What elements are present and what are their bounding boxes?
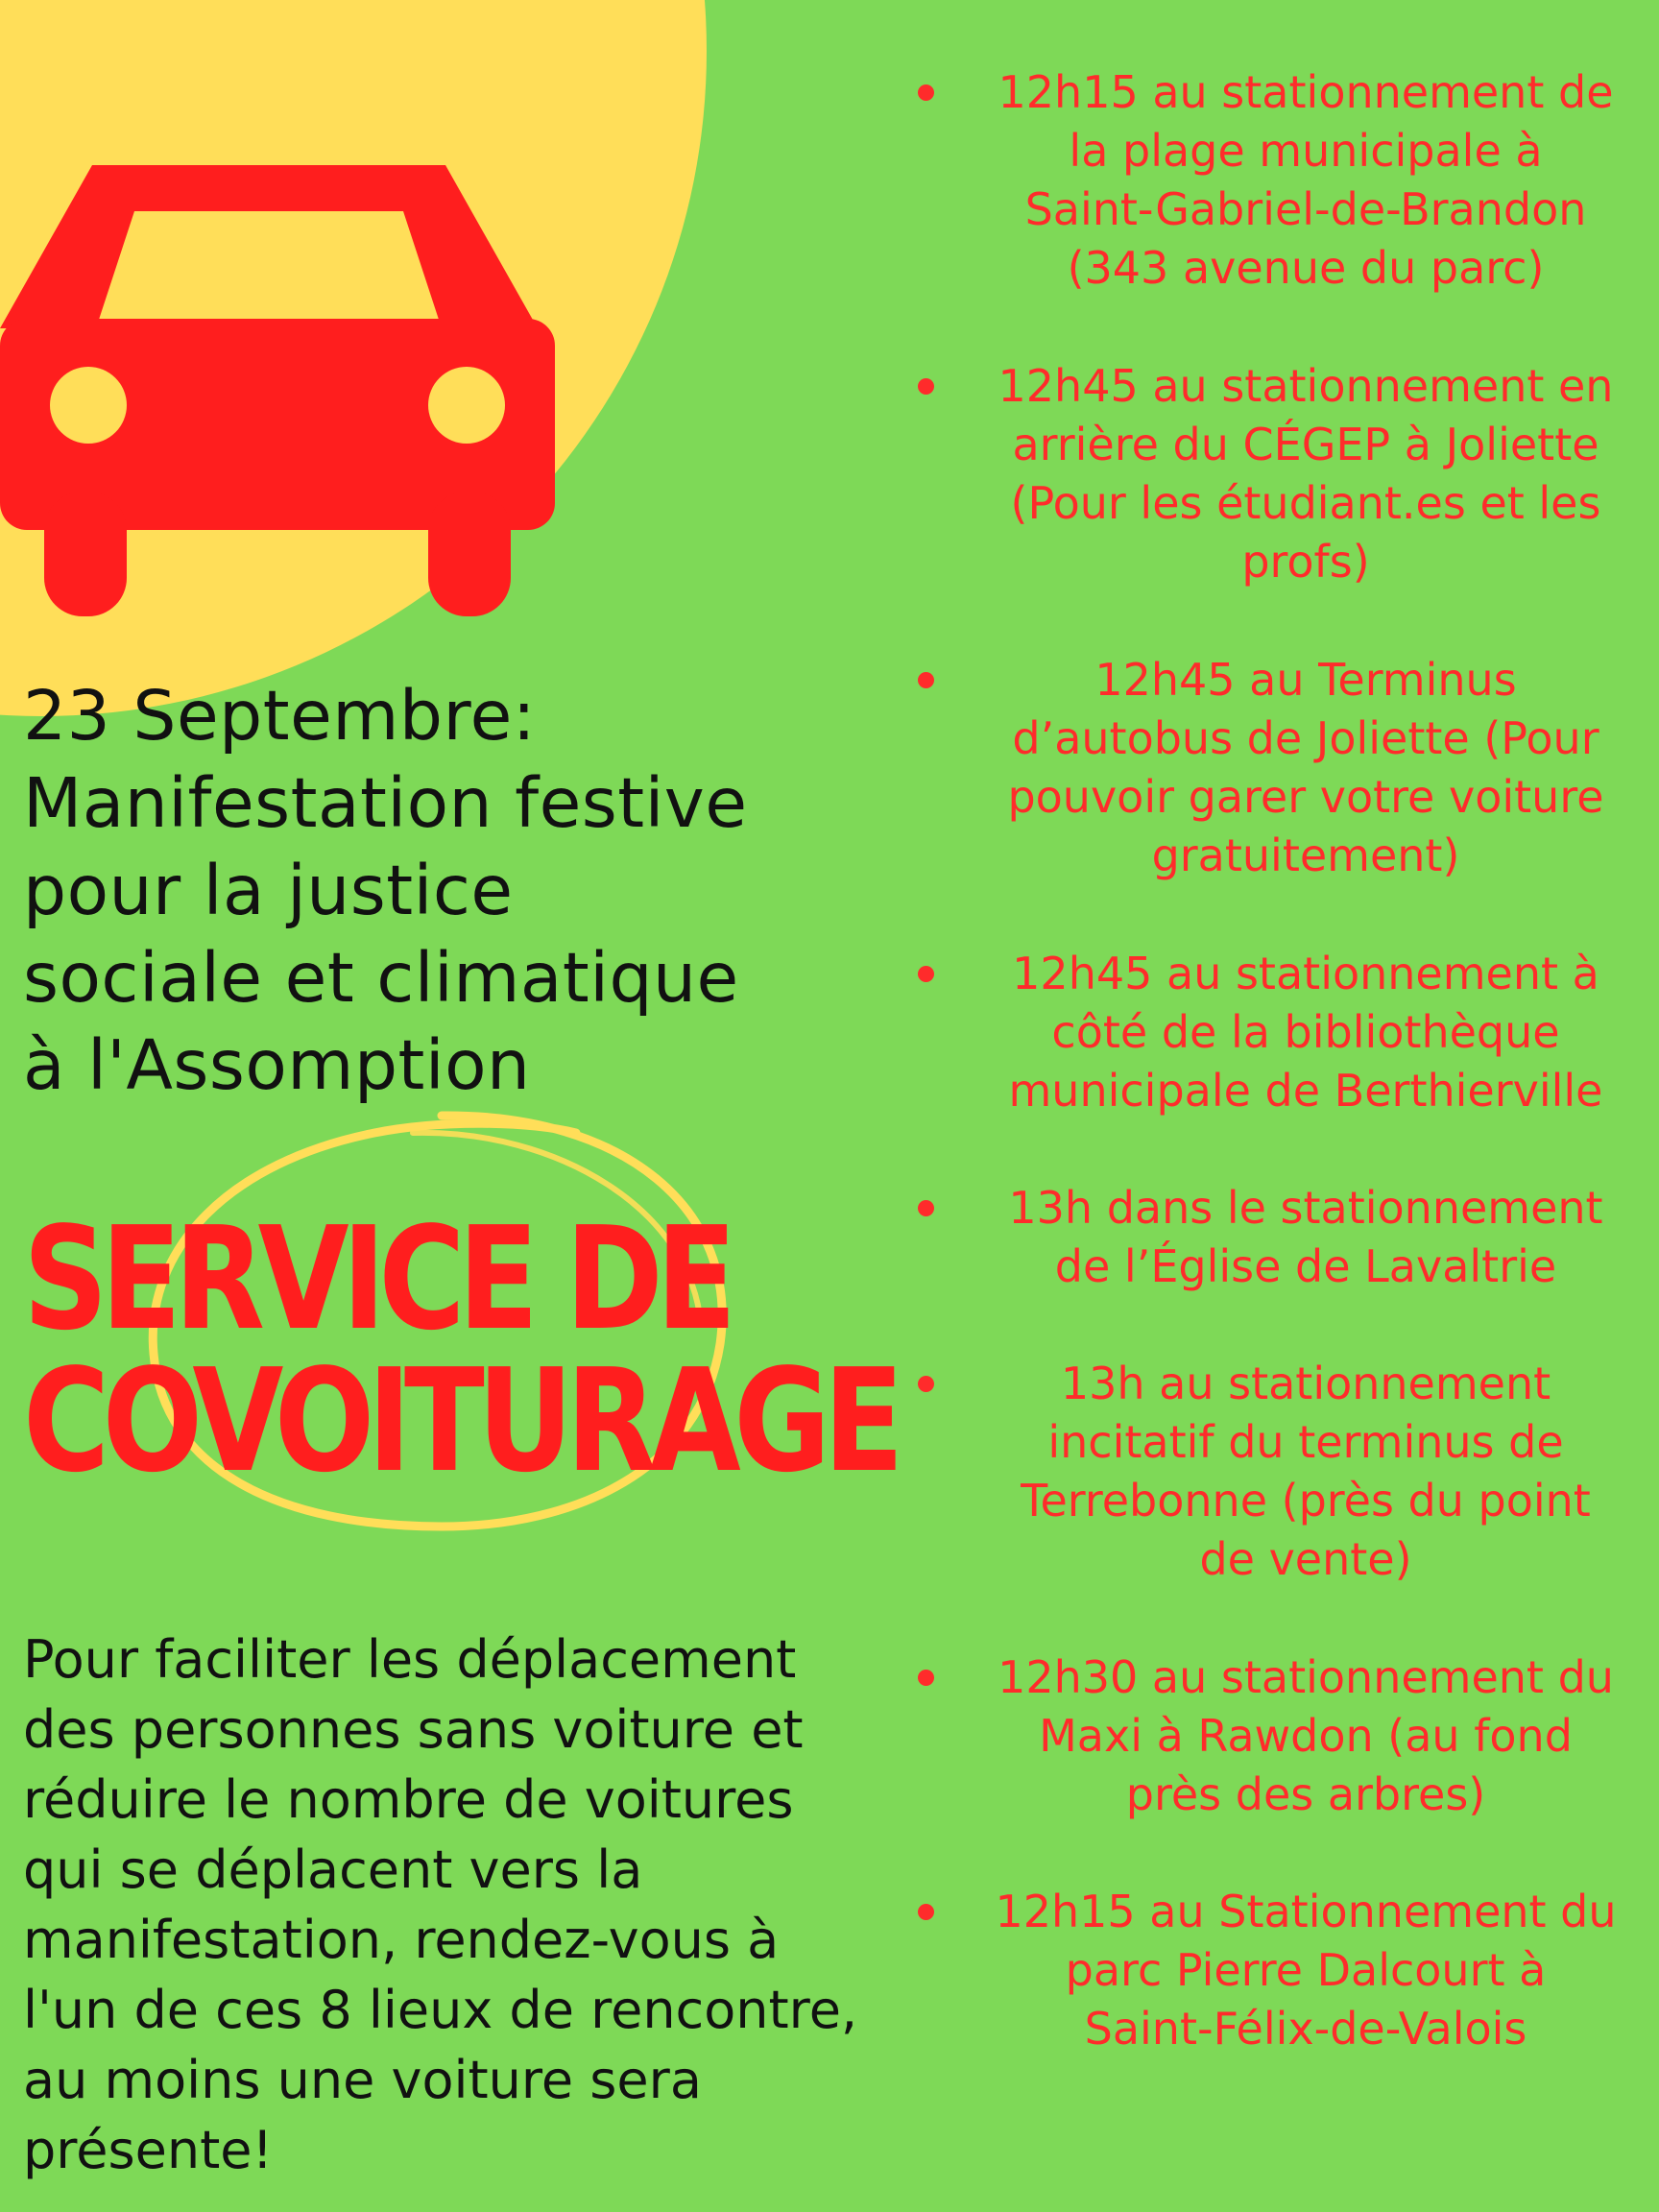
bullet-icon (918, 1200, 934, 1216)
list-item (912, 651, 1651, 945)
list-item (912, 1355, 1651, 1648)
description-line: présente! (23, 2120, 274, 2180)
description-line: Pour faciliter les déplacement (23, 1629, 797, 1690)
description-line: manifestation, rendez-vous à (23, 1910, 780, 1970)
event-title-line: pour la justice (23, 851, 514, 930)
list-item (912, 357, 1651, 651)
list-item (912, 63, 1651, 357)
bullet-icon (918, 1904, 934, 1920)
bullet-icon (918, 672, 934, 688)
location-text: 12h45 au Terminus d’autobus de Joliette (Pour pouvoir garer votre voiture gratuitement) (1007, 654, 1604, 881)
service-title-line: SERVICE DE (23, 1196, 730, 1361)
bullet-icon (918, 1376, 934, 1392)
list-item (912, 1648, 1651, 1883)
event-title-line: sociale et climatique (23, 938, 739, 1018)
location-text: 13h dans le stationnement de l’Église de Lavaltrie (1008, 1182, 1603, 1292)
list-item (912, 945, 1651, 1179)
description (23, 1624, 926, 2185)
location-text: 12h45 au stationnement en arrière du CÉGEP à Joliette (Pour les étudiant.es et les profs) (998, 360, 1614, 588)
list-item (912, 1883, 1651, 2117)
event-title-line: à l'Assomption (23, 1025, 531, 1105)
service-title-line: COVOITURAGE (23, 1338, 898, 1503)
location-text: 12h15 au Stationnement du parc Pierre Dalcourt à Saint-Félix-de-Valois (995, 1886, 1617, 2055)
bullet-icon (918, 84, 934, 101)
bullet-icon (918, 966, 934, 982)
description-line: au moins une voiture sera (23, 2050, 702, 2110)
description-line: des personnes sans voiture et (23, 1699, 804, 1760)
list-item (912, 1179, 1651, 1355)
description-line: qui se déplacent vers la (23, 1839, 643, 1900)
car-icon (0, 165, 557, 626)
service-title (23, 1196, 898, 1503)
bullet-icon (918, 1670, 934, 1686)
location-text: 12h30 au stationnement du Maxi à Rawdon (au fond près des arbres) (998, 1651, 1614, 1820)
description-line: réduire le nombre de voitures (23, 1769, 794, 1830)
location-text: 13h au stationnement incitatif du terminus de Terrebonne (près du point de vente) (1021, 1358, 1591, 1585)
event-title (23, 672, 868, 1109)
location-text: 12h45 au stationnement à côté de la bibliothèque municipale de Berthierville (1008, 948, 1603, 1117)
meeting-points-list (912, 63, 1651, 2117)
event-title-line: Manifestation festive (23, 763, 748, 843)
description-line: l'un de ces 8 lieux de rencontre, (23, 1980, 858, 2040)
bullet-icon (918, 378, 934, 395)
event-title-line: 23 Septembre: (23, 676, 537, 756)
location-text: 12h15 au stationnement de la plage municipale à Saint-Gabriel-de-Brandon (343 avenue du parc) (998, 66, 1614, 294)
